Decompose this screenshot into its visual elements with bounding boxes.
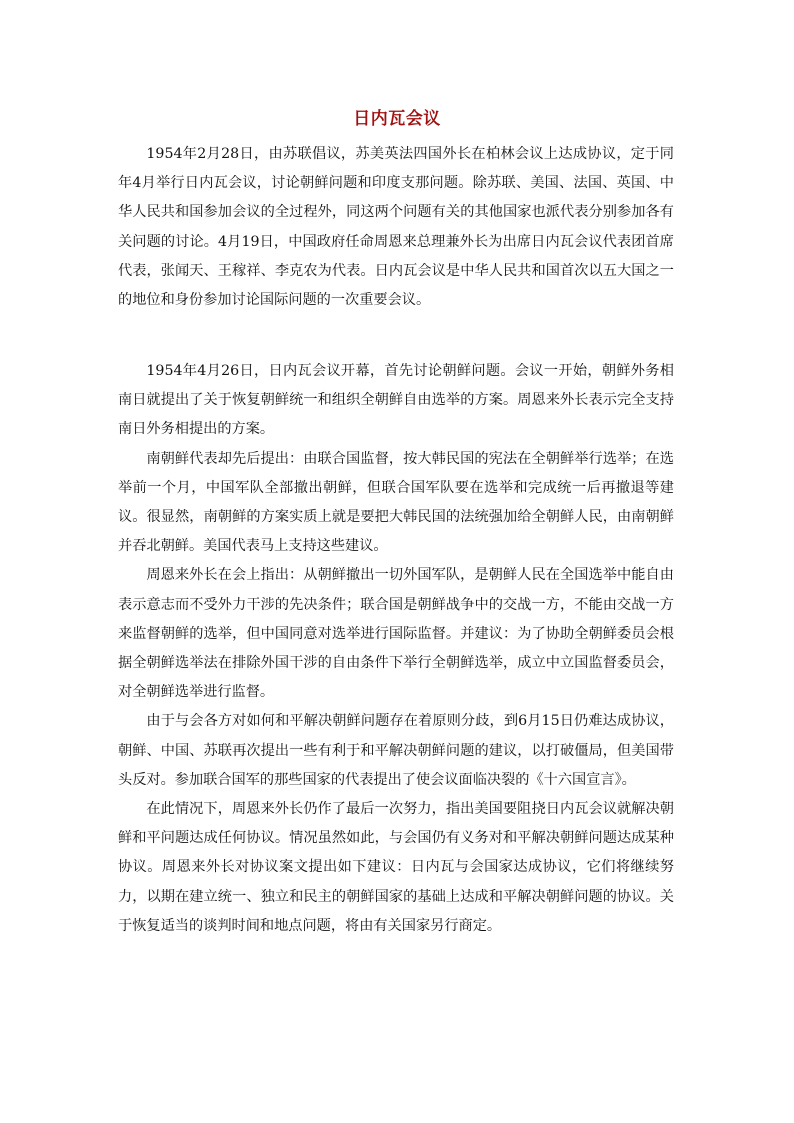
paragraph: 1954年2月28日，由苏联倡议，苏美英法四国外长在柏林会议上达成协议，定于同年4月举行日内瓦会议，讨论朝鲜问题和印度支那问题。除苏联、美国、法国、英国、中华人民共和国参加会议的全过程外，同这两个问题有关的其他国家也派代表分别参加各有关问题的讨论。4月19日，中国政府任命周恩来总理兼外长为出席日内瓦会议代表团首席代表，张闻天、王稼祥、李克农为代表。日内瓦会议是中华人民共和国首次以五大国之一的地位和身份参加讨论国际问题的一次重要会议。 bbox=[118, 146, 674, 309]
paragraph: 1954年4月26日，日内瓦会议开幕，首先讨论朝鲜问题。会议一开始，朝鲜外务相南日就提出了关于恢复朝鲜统一和组织全朝鲜自由选举的方案。周恩来外长表示完全支持南日外务相提出的方案。 bbox=[118, 363, 674, 438]
section-korea-discussion bbox=[118, 357, 674, 941]
paragraph: 南朝鲜代表却先后提出：由联合国监督，按大韩民国的宪法在全朝鲜举行选举；在选举前一个月，中国军队全部撤出朝鲜，但联合国军队要在选举和完成统一后再撤退等建议。很显然，南朝鲜的方案实质上就是要把大韩民国的法统强加给全朝鲜人民，由南朝鲜并吞北朝鲜。美国代表马上支持这些建议。 bbox=[118, 450, 674, 555]
paragraph: 在此情况下，周恩来外长仍作了最后一次努力，指出美国要阻挠日内瓦会议就解决朝鲜和平问题达成任何协议。情况虽然如此，与会国仍有义务对和平解决朝鲜问题达成某种协议。周恩来外长对协议案文提出如下建议：日内瓦与会国家达成协议，它们将继续努力，以期在建立统一、独立和民主的朝鲜国家的基础上达成和平解决朝鲜问题的协议。关于恢复适当的谈判时间和地点问题，将由有关国家另行商定。 bbox=[118, 801, 674, 934]
section-background bbox=[118, 140, 674, 315]
paragraph: 周恩来外长在会上指出：从朝鲜撤出一切外国军队，是朝鲜人民在全国选举中能自由表示意志而不受外力干涉的先决条件；联合国是朝鲜战争中的交战一方，不能由交战一方来监督朝鲜的选举，但中国同意对选举进行国际监督。并建议：为了协助全朝鲜委员会根据全朝鲜选举法在排除外国干涉的自由条件下举行全朝鲜选举，成立中立国监督委员会，对全朝鲜选举进行监督。 bbox=[118, 567, 674, 701]
document-title: 日内瓦会议 bbox=[353, 109, 441, 129]
paragraph: 由于与会各方对如何和平解决朝鲜问题存在着原则分歧，到6月15日仍难达成协议，朝鲜、中国、苏联再次提出一些有利于和平解决朝鲜问题的建议，以打破僵局，但美国带头反对。参加联合国军的那些国家的代表提出了使会议面临决裂的《十六国宣言》。 bbox=[118, 713, 674, 788]
